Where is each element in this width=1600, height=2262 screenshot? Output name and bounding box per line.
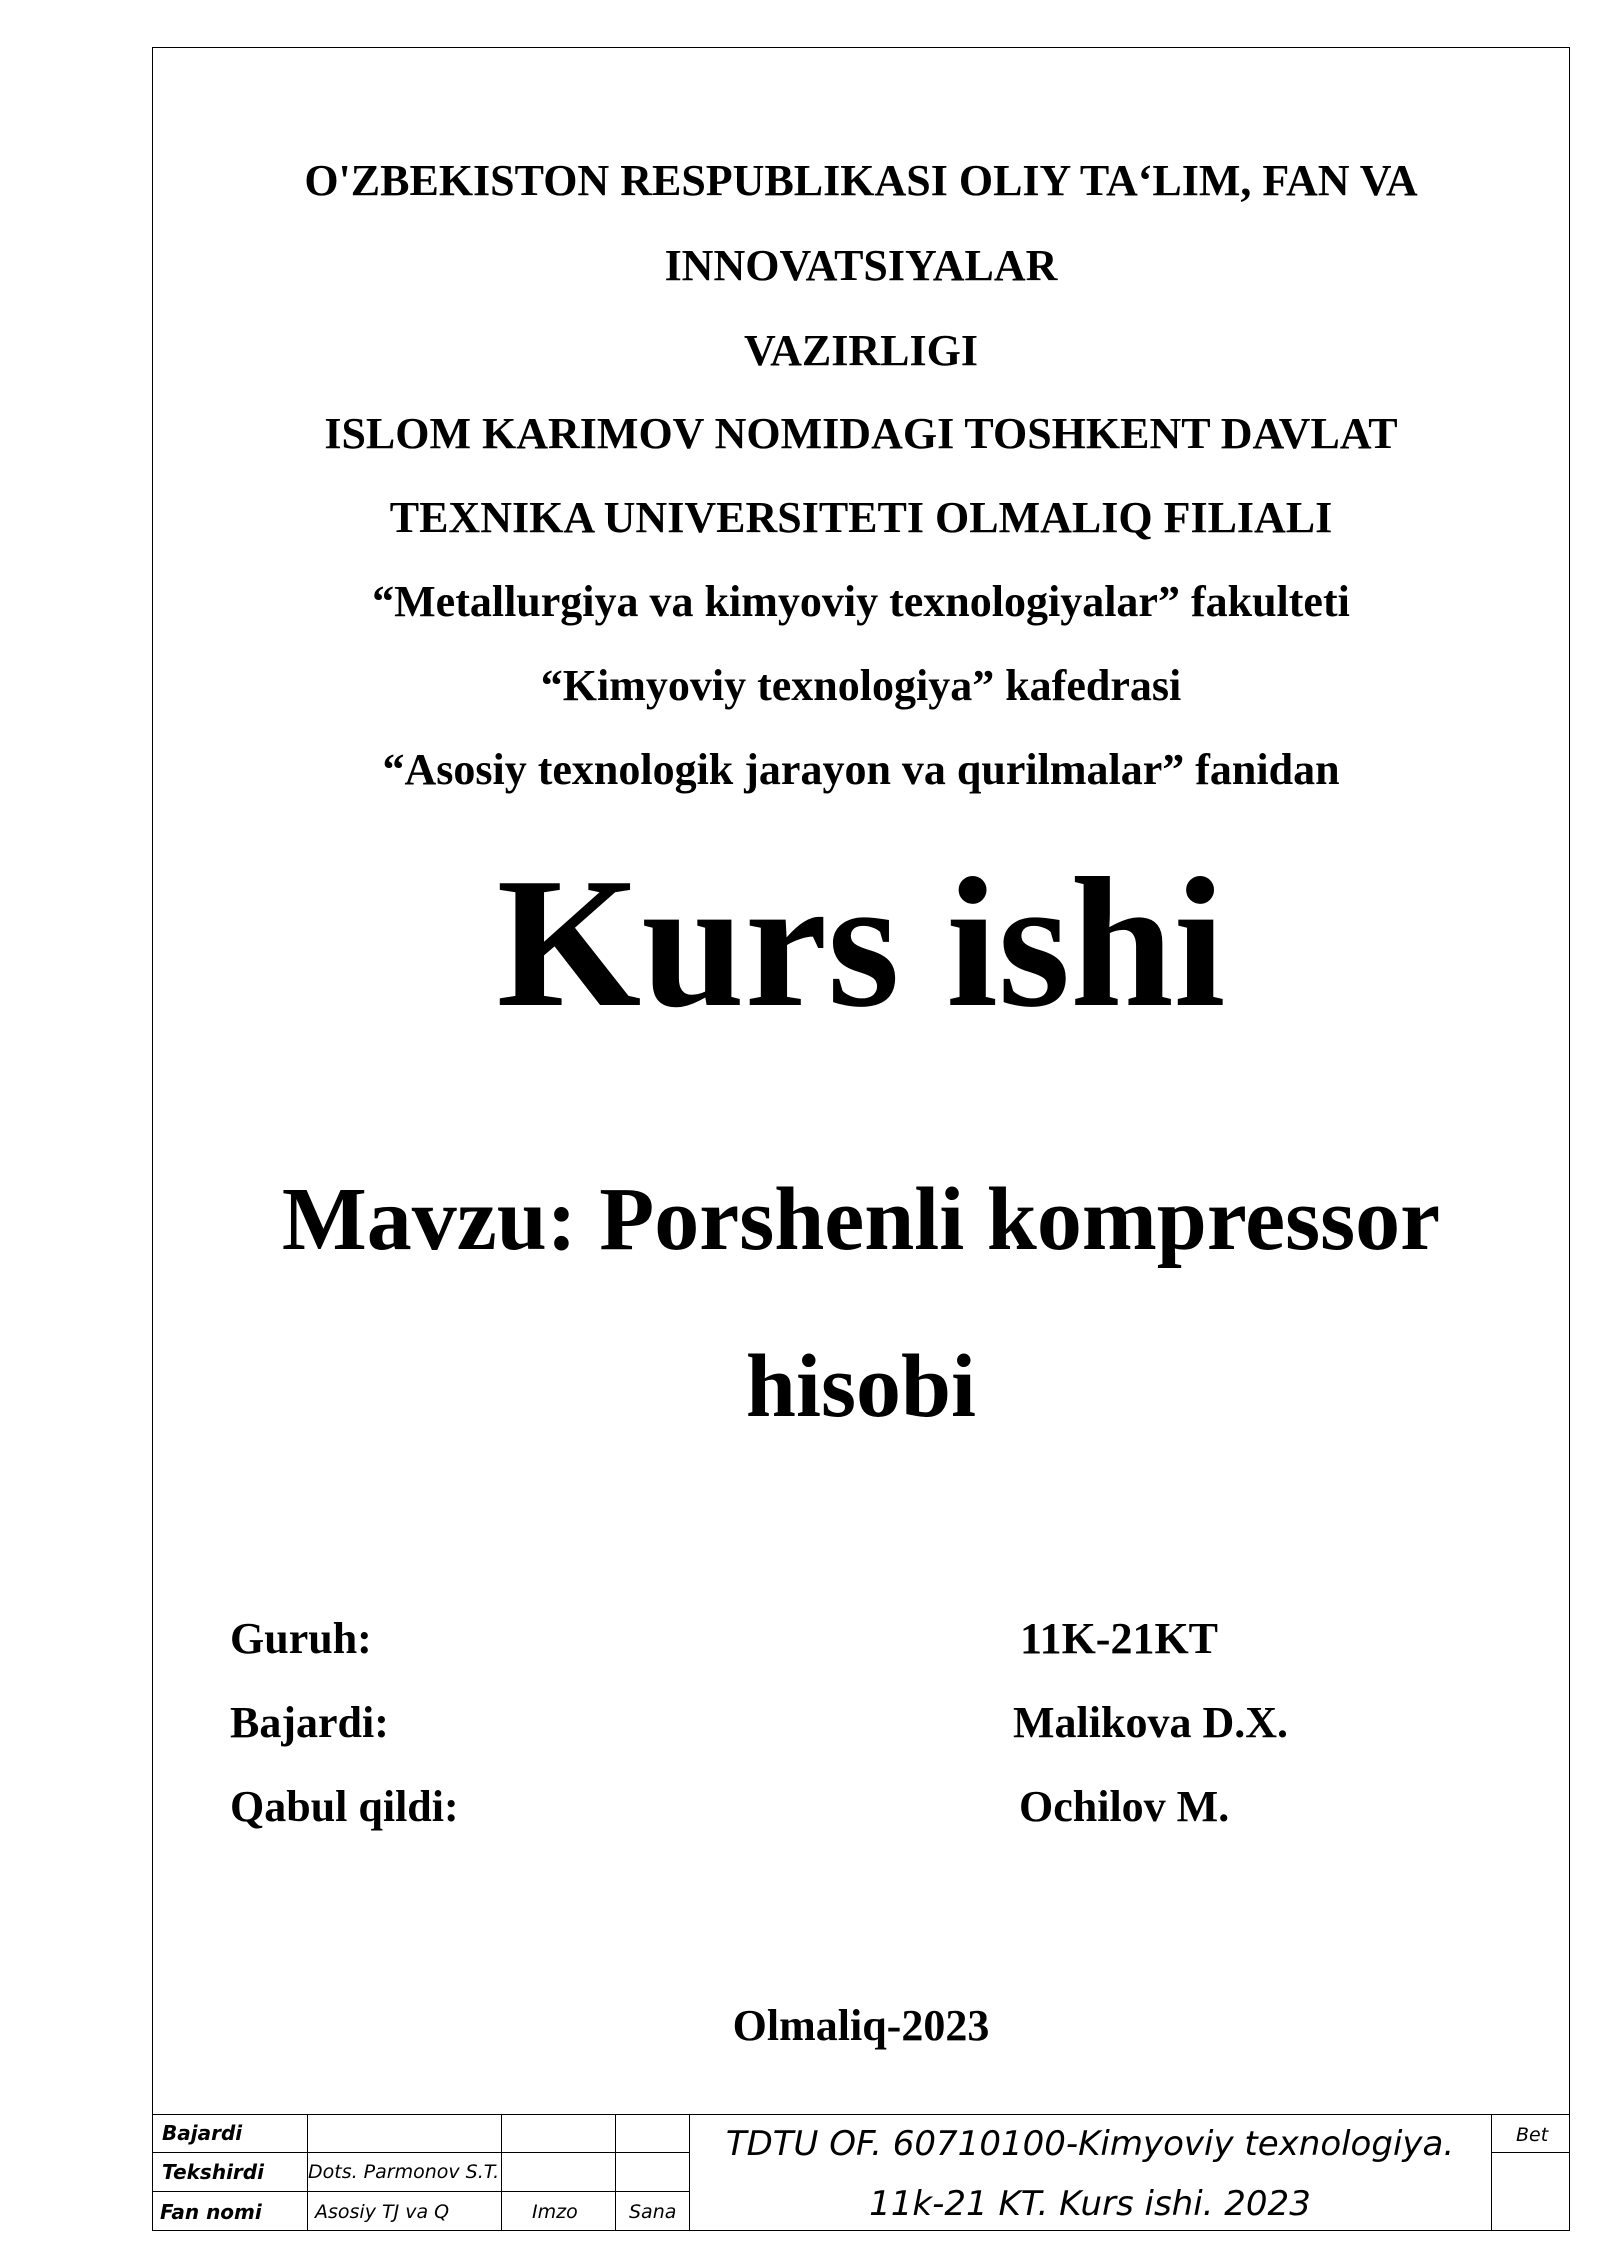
university-line-2: TEXNIKA UNIVERSITETI OLMALIQ FILIALI: [389, 493, 1333, 542]
performer-label: Bajardi:: [230, 1698, 389, 1747]
stamp-page-label: Bet: [1516, 2124, 1549, 2146]
topic-line-1: Mavzu: Porshenli kompressor: [281, 1170, 1441, 1269]
stamp-subject-name: Asosiy TJ va Q: [315, 2201, 450, 2223]
document-code-line-1: TDTU OF. 60710100-Kimyoviy texnologiya.: [725, 2124, 1455, 2164]
subject-line: “Asosiy texnologik jarayon va qurilmalar” fanidan: [382, 745, 1340, 794]
document-title: Kurs ishi: [496, 840, 1226, 1046]
department-line: “Kimyoviy texnologiya” kafedrasi: [540, 661, 1182, 710]
university-line-1: ISLOM KARIMOV NOMIDAGI TOSHKENT DAVLAT: [324, 409, 1398, 458]
topic-line-2: hisobi: [745, 1337, 977, 1436]
stamp-checked-label: Tekshirdi: [162, 2160, 264, 2184]
performer-value: Malikova D.X.: [1013, 1698, 1288, 1747]
group-label: Guruh:: [230, 1614, 372, 1663]
document-code-line-2: 11k-21 KT. Kurs ishi. 2023: [869, 2184, 1311, 2224]
accepted-by-label: Qabul qildi:: [230, 1782, 459, 1831]
place-year: Olmaliq-2023: [732, 2001, 990, 2050]
stamp-signature-label: Imzo: [532, 2201, 578, 2223]
title-block: [152, 2114, 1570, 2231]
stamp-subject-label: Fan nomi: [160, 2200, 262, 2224]
ministry-line-2: INNOVATSIYALAR: [664, 241, 1058, 290]
stamp-date-label: Sana: [629, 2201, 677, 2223]
group-value: 11K-21KT: [1020, 1614, 1219, 1663]
ministry-line-1: O'ZBEKISTON RESPUBLIKASI OLIY TA‘LIM, FAN VA: [304, 156, 1418, 205]
faculty-line: “Metallurgiya va kimyoviy texnologiyalar” fakulteti: [372, 577, 1350, 626]
ministry-line-3: VAZIRLIGI: [744, 326, 978, 375]
stamp-checked-name: Dots. Parmonov S.T.: [308, 2161, 500, 2183]
accepted-by-value: Ochilov M.: [1019, 1782, 1230, 1831]
stamp-performed-label: Bajardi: [162, 2121, 243, 2145]
